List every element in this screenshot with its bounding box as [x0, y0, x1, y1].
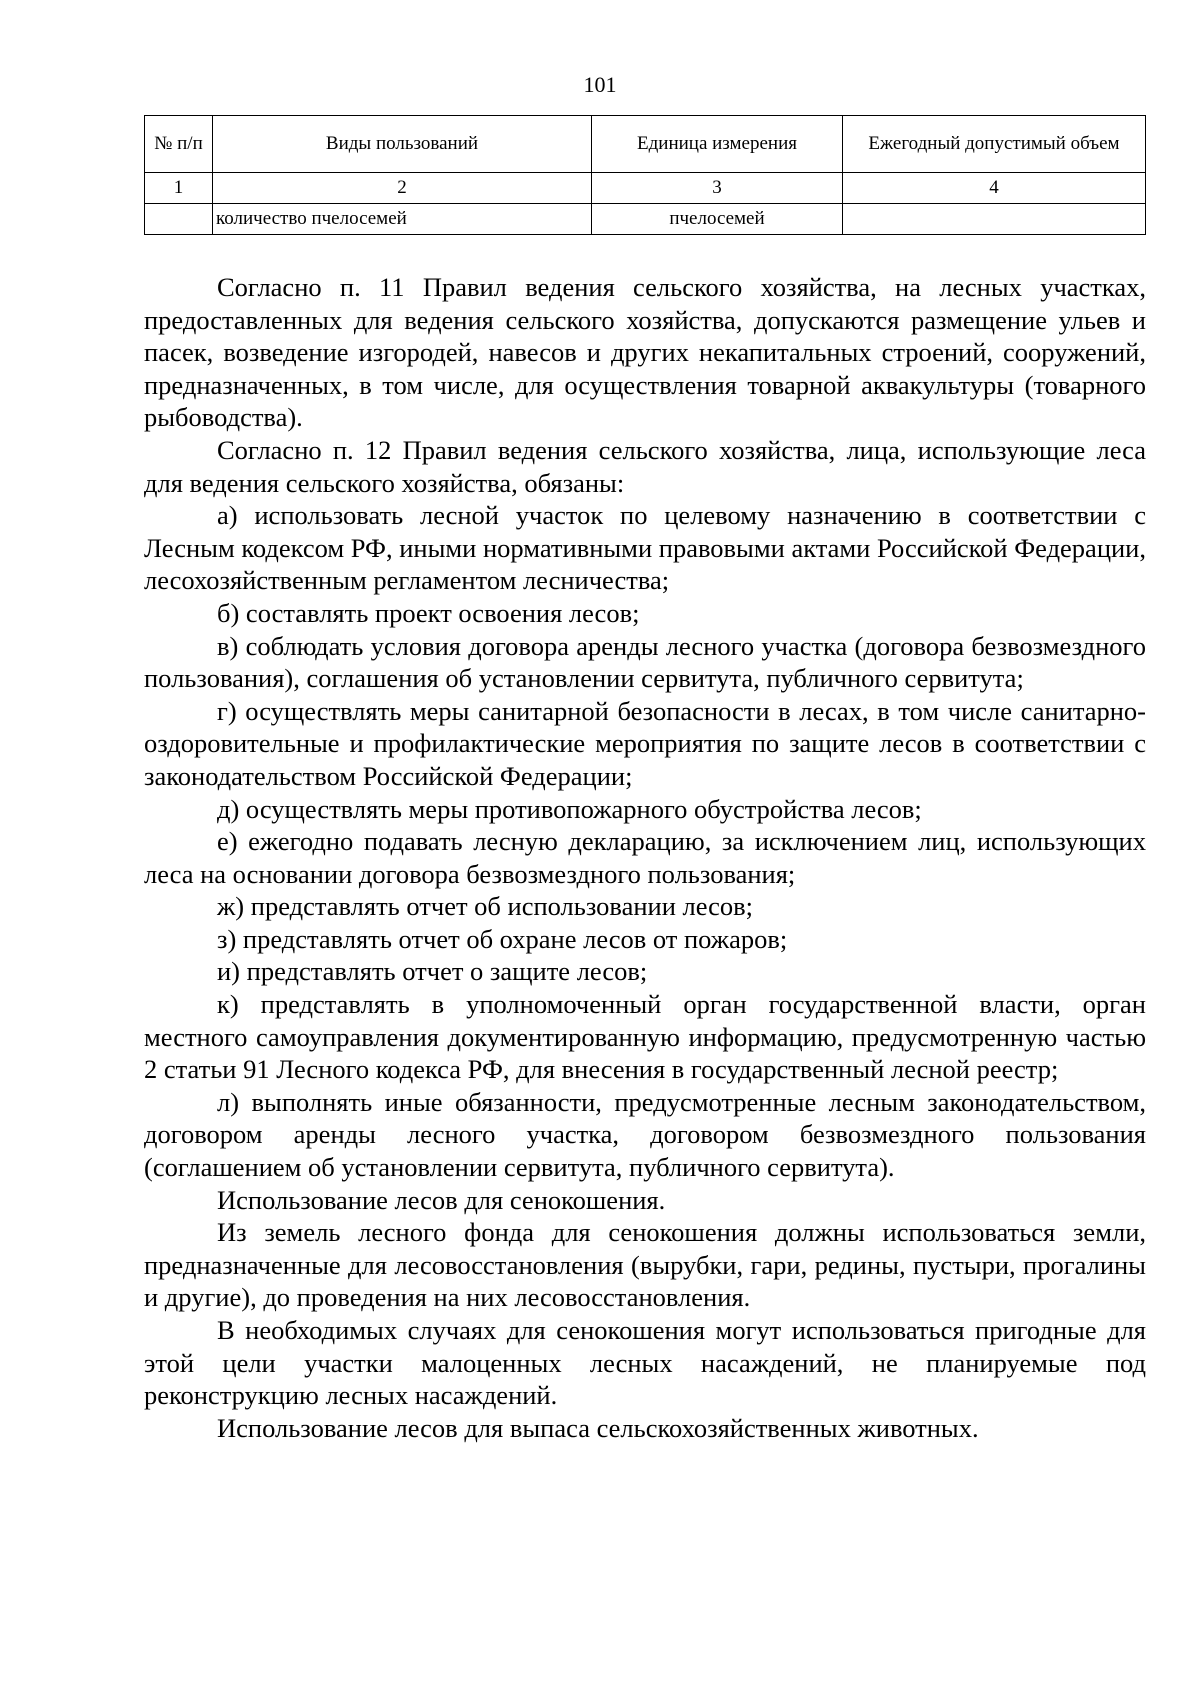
list-item-k: к) представлять в уполномоченный орган государственной власти, орган местного самоуправления документированную информацию, предусмотренную частью 2 статьи 91 Лесного кодекса РФ, для внесения в государственный лесной реестр;: [144, 989, 1146, 1085]
column-header-unit: Единица измерения: [592, 116, 843, 173]
list-item-g: г) осуществлять меры санитарной безопасности в лесах, в том числе санитарно-оздоровительные и профилактические мероприятия по защите лесов в соответствии с законодательством Российской Федерации;: [144, 695, 1146, 791]
list-item-a: а) использовать лесной участок по целевому назначению в соответствии с Лесным кодексом РФ, иными нормативными правовыми актами Российской Федерации, лесохозяйственным регламентом лесничества;: [144, 500, 1146, 596]
table-cell-unit: пчелосемей: [592, 204, 843, 235]
forest-use-table: [144, 115, 1146, 235]
paragraph-rule-11: Согласно п. 11 Правил ведения сельского хозяйства, на лесных участках, предоставленных для ведения сельского хозяйства, допускаются размещение ульев и пасек, возведение изгородей, навесов и других некапитальных строений, сооружений, предназначенных, в том числе, для осуществления товарной аквакультуры (товарного рыбоводства).: [144, 272, 1146, 433]
table-cell-annual-volume: [843, 204, 1146, 235]
list-item-b: б) составлять проект освоения лесов;: [217, 597, 640, 628]
paragraph-haymaking-lands: Из земель лесного фонда для сенокошения должны использоваться земли, предназначенные для лесовосстановления (вырубки, гари, редины, пустыри, прогалины и другие), до проведения на них лесовосстановления.: [144, 1217, 1146, 1313]
column-header-number: № п/п: [145, 116, 213, 173]
section-heading-haymaking: Использование лесов для сенокошения.: [217, 1184, 666, 1215]
list-item-d: д) осуществлять меры противопожарного обустройства лесов;: [217, 793, 922, 824]
list-item-e: е) ежегодно подавать лесную декларацию, за исключением лиц, использующих леса на основании договора безвозмездного пользования;: [144, 826, 1146, 889]
column-number-cell: 1: [145, 173, 213, 204]
section-heading-grazing: Использование лесов для выпаса сельскохозяйственных животных.: [217, 1412, 979, 1443]
column-number-cell: 4: [843, 173, 1146, 204]
list-item-zh: ж) представлять отчет об использовании лесов;: [217, 891, 754, 922]
table-header-row: [145, 116, 1146, 173]
column-number-cell: 2: [213, 173, 592, 204]
table-column-numbers-row: [145, 173, 1146, 204]
table-cell-number: [145, 204, 213, 235]
list-item-v: в) соблюдать условия договора аренды лесного участка (договора безвозмездного пользования), соглашения об установлении сервитута, публичного сервитута;: [144, 630, 1146, 694]
table-row: [145, 204, 1146, 235]
column-number-cell: 3: [592, 173, 843, 204]
paragraph-haymaking-low-value: В необходимых случаях для сенокошения могут использоваться пригодные для этой цели участки малоценных лесных насаждений, не планируемые под реконструкцию лесных насаждений.: [144, 1315, 1146, 1411]
paragraph-rule-12: Согласно п. 12 Правил ведения сельского хозяйства, лица, использующие леса для ведения сельского хозяйства, обязаны:: [144, 434, 1146, 498]
column-header-annual-volume: Ежегодный допустимый объем: [843, 116, 1146, 173]
list-item-z: з) представлять отчет об охране лесов от пожаров;: [217, 923, 788, 954]
document-body: [144, 271, 1146, 1444]
list-item-i: и) представлять отчет о защите лесов;: [217, 956, 648, 987]
page-number: 101: [583, 72, 617, 97]
column-header-use-type: Виды пользований: [213, 116, 592, 173]
table-cell-use-type: количество пчелосемей: [213, 204, 592, 235]
list-item-l: л) выполнять иные обязанности, предусмотренные лесным законодательством, договором аренды лесного участка, договором безвозмездного пользования (соглашением об установлении сервитута, публичного сервитута).: [144, 1086, 1146, 1183]
